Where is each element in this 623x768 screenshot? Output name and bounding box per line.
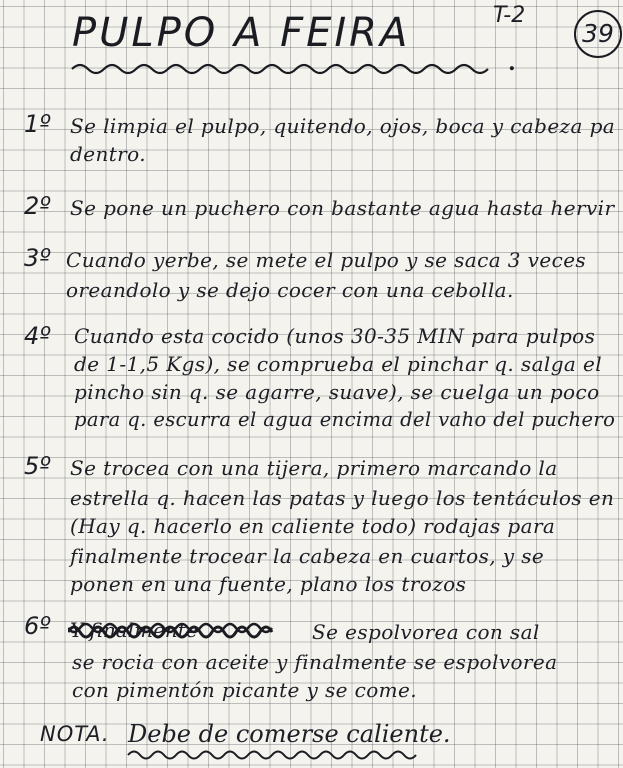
recipe-title: PULPO A FEIRA <box>72 10 411 56</box>
step-4-line-2: de 1-1,5 Kgs), se comprueba el pinchar q. salga el <box>74 352 603 376</box>
step-1-line-1: Se limpia el pulpo, quitendo, ojos, boca y cabeza pa <box>70 114 616 138</box>
step-number-4: 4º <box>24 322 51 350</box>
step-number-2: 2º <box>24 192 51 220</box>
step-4-line-1: Cuando esta cocido (unos 30-35 MIN para pulpos <box>74 324 596 348</box>
step-5-line-2: estrella q. hacen las patas y luego los tentáculos en <box>70 486 615 510</box>
step-1-line-2: dentro. <box>70 142 146 166</box>
reference-mark: T-2 <box>493 3 526 28</box>
step-4-line-3: pincho sin q. se agarre, suave), se cuelga un poco <box>74 380 600 404</box>
step-4-line-4: para q. escurra el agua encima del vaho del puchero <box>74 408 616 431</box>
crossed-out-text <box>70 618 275 642</box>
title-dot: . <box>508 50 516 76</box>
step-5-line-1: Se trocea con una tijera, primero marcando la <box>70 456 558 480</box>
step-6-line-2: se rocia con aceite y finalmente se espolvorea <box>72 650 558 674</box>
step-5-line-3: (Hay q. hacerlo en caliente todo) rodajas para <box>70 514 556 538</box>
step-6-line-1: Se espolvorea con sal <box>312 620 540 644</box>
step-5-line-4: finalmente trocear la cabeza en cuartos, y se <box>70 544 545 568</box>
step-number-1: 1º <box>24 110 51 138</box>
crossed-out-words: Y finalmente <box>70 618 198 642</box>
page-number-badge: 39 <box>574 10 622 58</box>
scribble-strike-mark <box>68 620 278 642</box>
step-2-line-1: Se pone un puchero con bastante agua hasta hervir <box>70 196 615 220</box>
note-underline-wave <box>126 748 426 762</box>
title-underline-wave <box>70 60 490 78</box>
step-5-line-5: ponen en una fuente, plano los trozos <box>70 572 467 596</box>
note-text: Debe de comerse caliente. <box>128 720 451 748</box>
step-number-6: 6º <box>24 612 51 640</box>
note-label: NOTA. <box>40 722 110 746</box>
step-6-line-3: con pimentón picante y se come. <box>72 678 418 702</box>
step-number-5: 5º <box>24 452 51 480</box>
step-3-line-2: oreandolo y se dejo cocer con una cebolla. <box>66 278 514 302</box>
step-number-3: 3º <box>24 244 51 272</box>
step-3-line-1: Cuando yerbe, se mete el pulpo y se saca 3 veces <box>66 248 587 272</box>
